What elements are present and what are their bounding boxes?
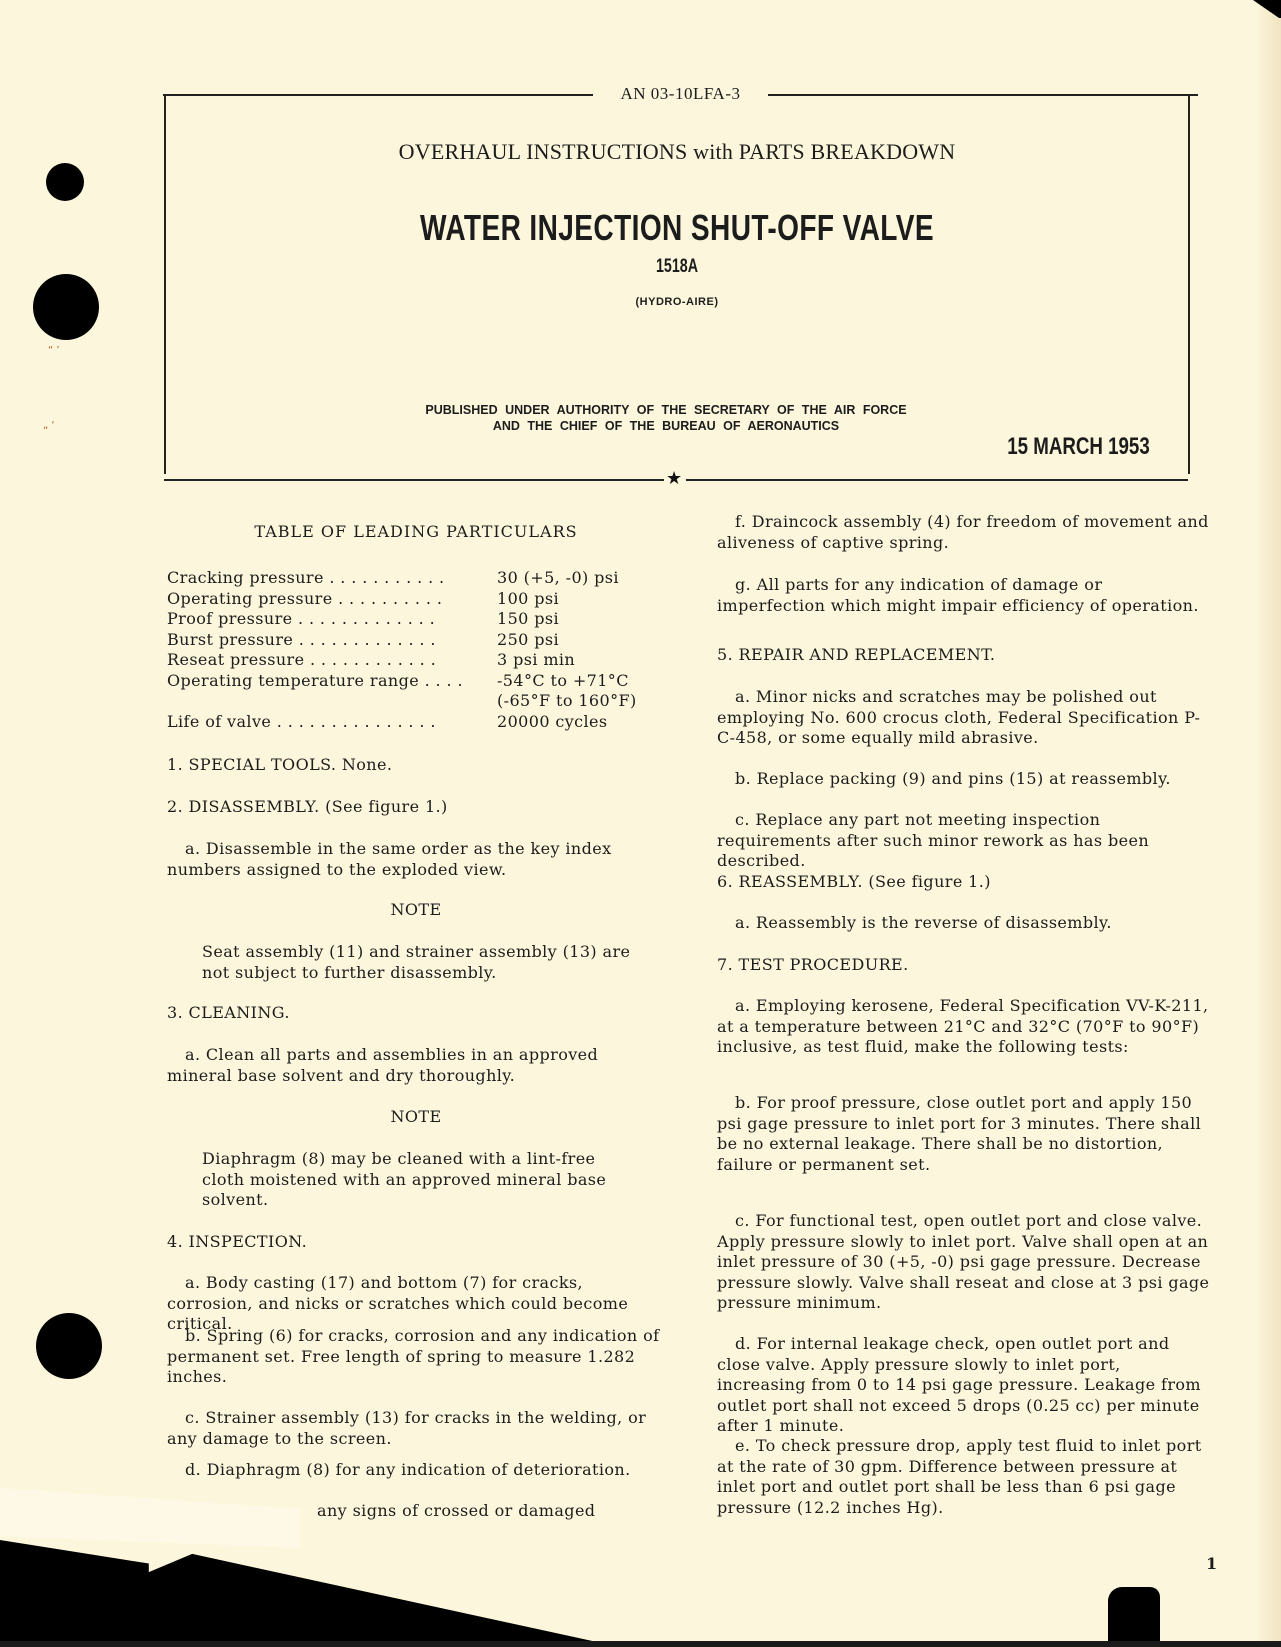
missing-corner-damage	[0, 1540, 620, 1647]
page-number: 1	[1206, 1554, 1218, 1573]
test-step-e: e. To check pressure drop, apply test fluid to inlet port at the rate of 30 gpm. Difference between pressure at inlet port and outlet port shall be less than 6 psi gage pressure (12.2 inches Hg).	[717, 1436, 1202, 1517]
section-inspection: 4. INSPECTION.	[167, 1232, 308, 1251]
torn-paper-fold	[0, 1488, 300, 1548]
page-edge	[1259, 0, 1281, 1647]
inspection-step-d: d. Diaphragm (8) for any indication of deterioration.	[185, 1460, 631, 1479]
particulars-row: Reseat pressure . . . . . . . . . . . . 3 psi min	[167, 650, 576, 669]
inspection-step-f: f. Draincock assembly (4) for freedom of movement and aliveness of captive spring.	[717, 512, 1209, 552]
section-cleaning: 3. CLEANING.	[167, 1003, 290, 1022]
test-step-c: c. For functional test, open outlet port and close valve. Apply pressure slowly to inlet port. Valve shall open at an inlet pressure of 30 (+5, -0) psi gage pressure. Decrease pressure slowly. Valve shall reseat and close at 3 psi gage pressure minimum.	[717, 1211, 1210, 1312]
scan-damage-mark	[1108, 1587, 1160, 1647]
rust-stain: „ ‘	[43, 420, 55, 431]
binder-hole	[33, 274, 99, 340]
divider-rule	[164, 479, 664, 481]
publication-authority	[406, 402, 926, 434]
particulars-row: Operating temperature range . . . . -54°C to +71°C	[167, 670, 629, 690]
disassembly-step-a: a. Disassemble in the same order as the key index numbers assigned to the exploded view.	[167, 839, 612, 879]
repair-step-a: a. Minor nicks and scratches may be polished out employing No. 600 crocus cloth, Federal Specification P-C-458, or some equally mild abrasive.	[717, 687, 1201, 747]
reassembly-step-a: a. Reassembly is the reverse of disassembly.	[735, 913, 1112, 932]
binder-hole	[36, 1313, 102, 1379]
star-icon: ★	[666, 468, 683, 489]
cleaning-step-a: a. Clean all parts and assemblies in an approved mineral base solvent and dry thoroughly.	[167, 1045, 599, 1085]
particulars-row: Proof pressure . . . . . . . . . . . . . 150 psi	[167, 609, 559, 628]
document-number: AN 03-10LFA-3	[613, 84, 749, 103]
note-heading: NOTE	[390, 1107, 442, 1126]
inspection-step-c: c. Strainer assembly (13) for cracks in the welding, or any damage to the screen.	[167, 1408, 647, 1448]
particulars-title: TABLE OF LEADING PARTICULARS	[254, 522, 578, 541]
note-body: Seat assembly (11) and strainer assembly (13) are not subject to further disassembly.	[202, 942, 631, 982]
particulars-row: Operating pressure . . . . . . . . . . 100 psi	[167, 588, 559, 608]
test-step-a: a. Employing kerosene, Federal Specification VV-K-211, at a temperature between 21°C and 32°C (70°F to 90°F) inclusive, as test fluid, make the following tests:	[717, 996, 1209, 1056]
rust-stain: “ ’	[48, 345, 60, 356]
note-body: Diaphragm (8) may be cleaned with a lint-free cloth moistened with an approved mineral base solvent.	[202, 1149, 607, 1209]
publication-date: 15 MARCH 1953	[1007, 433, 1150, 460]
section-reassembly: 6. REASSEMBLY. (See figure 1.)	[717, 872, 991, 891]
inspection-step-e-partial: any signs of crossed or damaged	[317, 1501, 596, 1520]
star-divider	[164, 468, 1188, 489]
test-step-d: d. For internal leakage check, open outlet port and close valve. Apply pressure slowly to inlet port, increasing from 0 to 14 psi gage pressure. Leakage from outlet port shall not exceed 5 drops (0.25 cc) per minute after 1 minute.	[717, 1334, 1201, 1435]
scan-bottom-edge	[0, 1641, 1281, 1647]
repair-step-b: b. Replace packing (9) and pins (15) at reassembly.	[735, 769, 1171, 788]
divider-rule	[686, 479, 1188, 481]
section-special-tools: 1. SPECIAL TOOLS. None.	[167, 755, 393, 774]
note-heading: NOTE	[390, 900, 442, 919]
inspection-step-g: g. All parts for any indication of damage or imperfection which might impair efficiency of operation.	[717, 575, 1199, 615]
inspection-step-a: a. Body casting (17) and bottom (7) for cracks, corrosion, and nicks or scratches which could become critical.	[167, 1273, 629, 1333]
particulars-row: Burst pressure . . . . . . . . . . . . . 250 psi	[167, 629, 559, 649]
page-title: WATER INJECTION SHUT-OFF VALVE	[419, 207, 935, 248]
title-box	[164, 94, 1190, 474]
authority-line-1: PUBLISHED UNDER AUTHORITY OF THE SECRETARY OF THE AIR FORCE	[425, 403, 907, 417]
manufacturer: (HYDRO-AIRE)	[635, 296, 719, 308]
model-number: 1518A	[656, 256, 698, 277]
particulars-row: Life of valve . . . . . . . . . . . . . . . 20000 cycles	[167, 711, 608, 731]
particulars-row: Cracking pressure . . . . . . . . . . . 30 (+5, -0) psi	[167, 568, 619, 587]
document-heading: OVERHAUL INSTRUCTIONS with PARTS BREAKDOWN	[398, 139, 956, 164]
particulars-row: (-65°F to 160°F)	[497, 691, 637, 710]
particulars-table	[167, 568, 665, 732]
binder-hole	[46, 163, 84, 201]
inspection-step-b: b. Spring (6) for cracks, corrosion and any indication of permanent set. Free length of spring to measure 1.282 inches.	[167, 1326, 660, 1386]
authority-line-2: AND THE CHIEF OF THE BUREAU OF AERONAUTICS	[492, 419, 840, 433]
repair-step-c: c. Replace any part not meeting inspection requirements after such minor rework as has been described.	[717, 810, 1150, 870]
test-step-b: b. For proof pressure, close outlet port and apply 150 psi gage pressure to inlet port for 3 minutes. There shall be no external leakage. There shall be no distortion, failure or permanent set.	[717, 1093, 1202, 1174]
section-repair-replacement: 5. REPAIR AND REPLACEMENT.	[717, 645, 996, 664]
section-test-procedure: 7. TEST PROCEDURE.	[717, 955, 909, 974]
section-disassembly: 2. DISASSEMBLY. (See figure 1.)	[167, 797, 448, 816]
